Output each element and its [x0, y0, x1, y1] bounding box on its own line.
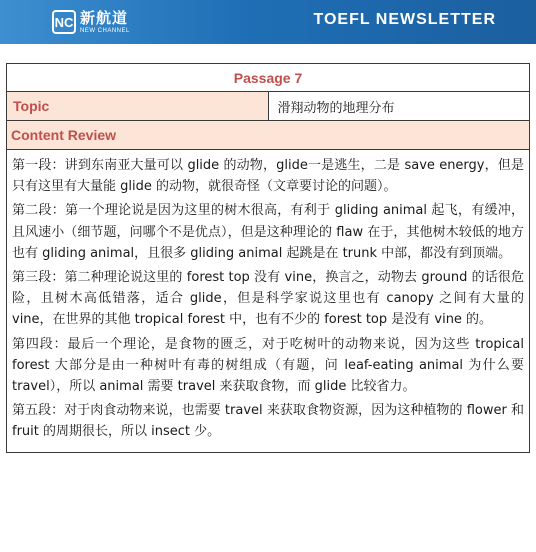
content-review-body [7, 150, 530, 453]
newsletter-header [0, 0, 536, 44]
passage-table [6, 63, 530, 453]
logo-english-name: NEW CHANNEL [80, 27, 130, 34]
content-review-label: Content Review [7, 121, 530, 150]
newsletter-title: TOEFL NEWSLETTER [313, 11, 496, 28]
logo-chinese-name: 新航道 [80, 8, 129, 27]
paragraph-2: 第二段：第一个理论说是因为这里的树木很高，有利于 gliding animal 起飞，有缓冲，且风速小（细节题，问哪个不是优点），但是这种理论的 flaw 在于，其他树木较低的地方也有 gliding animal，且很多 gliding animal 起跳是在 trunk 中部，都没有到顶端。 [12, 203, 524, 261]
paragraph-1: 第一段：讲到东南亚大量可以 glide 的动物，glide一是逃生，二是 save energy，但是只有这里有大量能 glide 的动物，就很奇怪（文章要讨论的问题）。 [12, 158, 524, 195]
paragraph-5: 第五段：对于肉食动物来说，也需要 travel 来获取食物资源，因为这种植物的 flower 和 fruit 的周期很长，所以 insect 少。 [12, 403, 524, 440]
nc-logo-icon: NC [52, 10, 76, 34]
paragraph-3: 第三段：第二种理论说这里的 forest top 没有 vine，换言之，动物去 ground 的话很危险，且树木高低错落，适合 glide，但是科学家说这里也有 canopy 之间有大量的 vine，在世界的其他 tropical forest 中，也有不少的 forest top 是没有 vine 的。 [12, 270, 524, 328]
passage-heading: Passage 7 [7, 64, 530, 92]
paragraph-4: 第四段：最后一个理论，是食物的匮乏，对于吃树叶的动物来说，因为这些 tropical forest 大部分是由一种树叶有毒的树组成（有题，问 leaf-eating animal 为什么要 travel），所以 animal 需要 travel 来获取食物，而 glide 比较省力。 [12, 336, 524, 395]
brand-logo [52, 8, 130, 36]
topic-value: 滑翔动物的地理分布 [268, 92, 530, 121]
topic-label: Topic [7, 92, 269, 121]
